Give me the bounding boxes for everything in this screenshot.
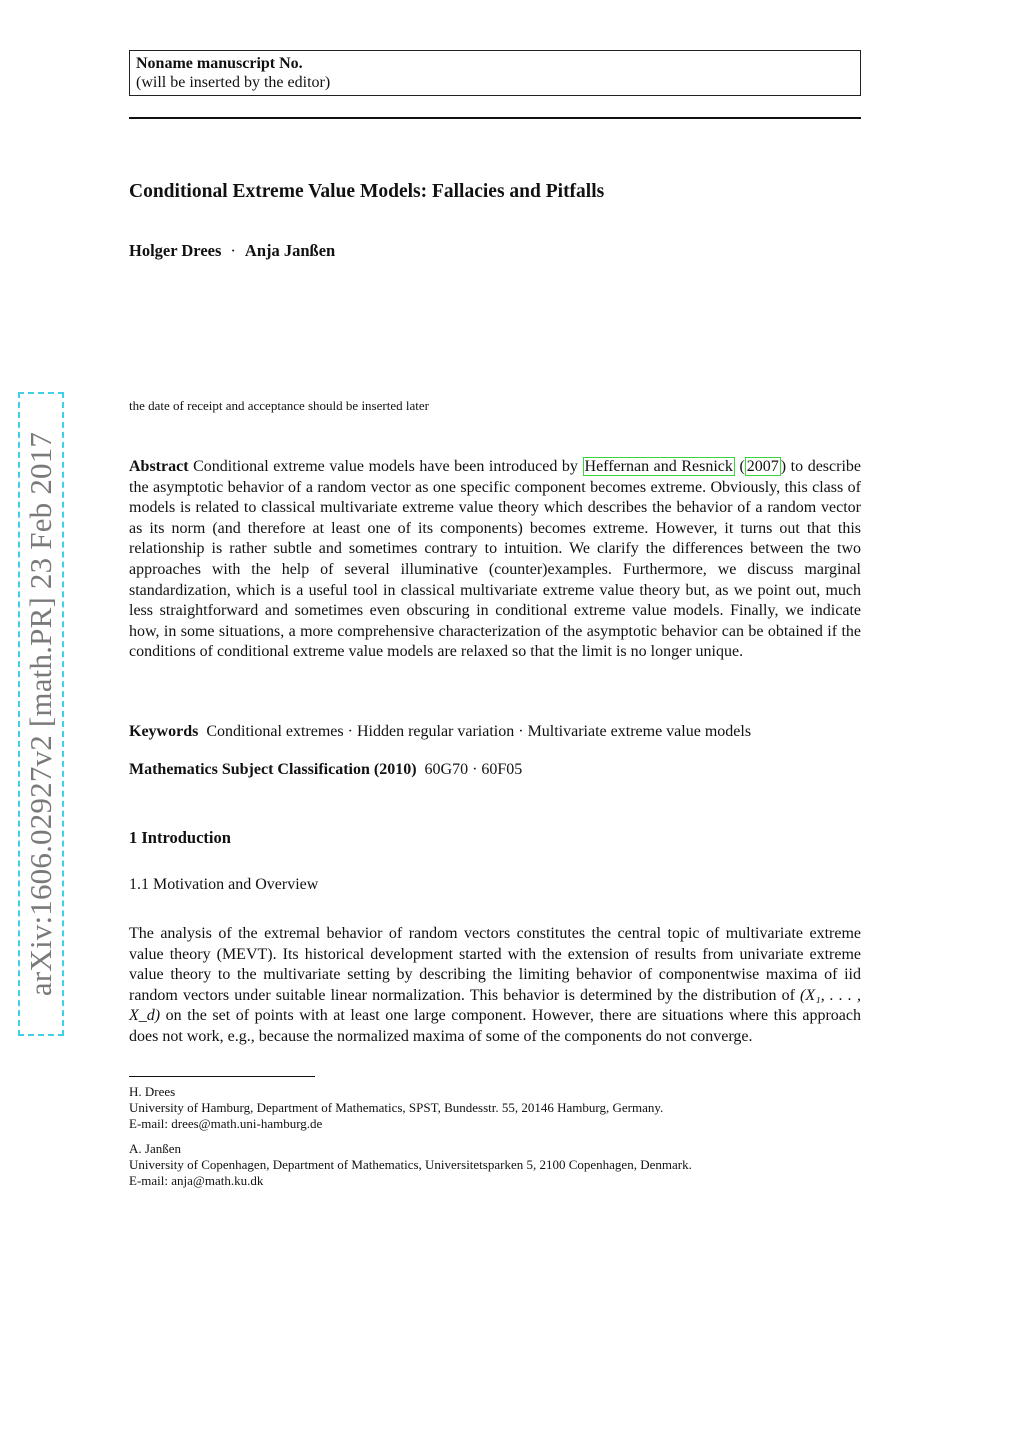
math-vector: (X₁, . . . , X_d) (129, 986, 861, 1025)
date-line: the date of receipt and acceptance should be inserted later (129, 398, 429, 413)
affiliation-email: E-mail: drees@math.uni-hamburg.de (129, 1116, 323, 1132)
affiliation-email: E-mail: anja@math.ku.dk (129, 1173, 264, 1189)
author-separator: · (230, 241, 236, 260)
citation-link-year[interactable]: 2007 (746, 458, 779, 475)
paper-title: Conditional Extreme Value Models: Fallacies and Pitfalls (129, 181, 605, 202)
footnote-rule (129, 1076, 315, 1077)
msc-label: Mathematics Subject Classification (2010) (129, 761, 417, 778)
manuscript-number: Noname manuscript No. (136, 55, 303, 72)
author-list (129, 241, 335, 261)
author-drees: Holger Drees (129, 241, 222, 260)
affiliation-address: University of Hamburg, Department of Mathematics, SPST, Bundesstr. 55, 20146 Hamburg, Germany. (129, 1100, 664, 1116)
section-heading: 1 Introduction (129, 828, 231, 847)
affiliation-janssen (129, 1141, 692, 1190)
intro-text-start: The analysis of the extremal behavior of random vectors constitutes the central topic of multivariate extreme value theory (MEVT). Its historical development started with the extension of results from univariate extreme value theory to the multivariate setting by describing the limiting behavior of componentwise maxima of iid random vectors under suitable linear normalization. This behavior is determined by the distribution of (129, 925, 861, 1004)
intro-paragraph (129, 924, 861, 1048)
affiliation-name: A. Janßen (129, 1141, 181, 1156)
abstract-text-start: Conditional extreme value models have been introduced by (193, 458, 583, 475)
editor-note: (will be inserted by the editor) (136, 74, 331, 91)
arxiv-identifier: arXiv:1606.02927v2 [math.PR] 23 Feb 2017 (23, 431, 58, 997)
subject-classification (129, 760, 861, 781)
abstract-text-rest: ) to describe the asymptotic behavior of a random vector as one specific component becomes extreme. Obviously, this class of models is related to classical multivariate extreme value theory which describes the behavior of a random vector as its norm (and therefore at least one of its components) becomes extreme. However, it turns out that this relationship is rather subtle and sometimes contrary to intuition. We clarify the differences between the two approaches with the help of several illuminative (counter)examples. Furthermore, we discuss marginal standardization, which is a useful tool in classical multivariate extreme value theory but, as we point out, much less straightforward and sometimes even obscuring in conditional extreme value models. Finally, we indicate how, in some situations, a more comprehensive characterization of the asymptotic behavior can be obtained if the conditions of conditional extreme value models are relaxed so that the limit is no longer unique. (129, 458, 862, 661)
keywords-text: Conditional extremes · Hidden regular variation · Multivariate extreme value models (206, 723, 752, 740)
arxiv-stamp[interactable] (18, 392, 64, 1036)
keywords-label: Keywords (129, 723, 199, 740)
msc-codes: 60G70 · 60F05 (424, 761, 523, 778)
subsection-heading: 1.1 Motivation and Overview (129, 876, 319, 893)
header-rule (129, 117, 861, 119)
author-janssen: Anja Janßen (244, 241, 336, 260)
abstract-label: Abstract (129, 458, 189, 475)
citation-paren: ( (739, 458, 745, 475)
citation-link-authors[interactable]: Heffernan and Resnick (584, 458, 733, 475)
affiliation-drees (129, 1084, 663, 1133)
intro-text-rest: on the set of points with at least one large component. However, there are situations where this approach does not work, e.g., because the normalized maxima of some of the components do not converge. (129, 1007, 861, 1045)
abstract (129, 457, 861, 663)
affiliation-address: University of Copenhagen, Department of Mathematics, Universitetsparken 5, 2100 Copenhagen, Denmark. (129, 1157, 692, 1173)
manuscript-header-box (129, 50, 861, 96)
keywords (129, 722, 861, 743)
affiliation-name: H. Drees (129, 1084, 176, 1099)
